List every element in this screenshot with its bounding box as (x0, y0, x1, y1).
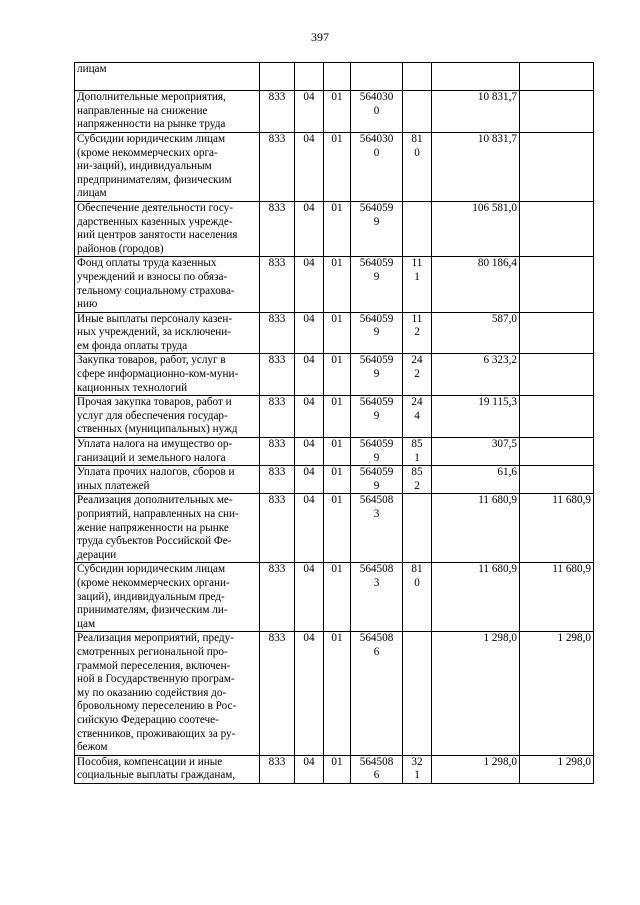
cell-line: ем фонда оплаты труда (77, 339, 188, 352)
cell-text: 833 (268, 466, 286, 479)
cell-text: 04 (303, 91, 315, 104)
cell-line: Реализация дополнительных ме- (77, 494, 233, 507)
row-name-cell (75, 466, 260, 494)
row-name-cell (75, 438, 260, 466)
row-name-cell (75, 563, 260, 632)
target-code-cell (351, 563, 403, 632)
table-row (75, 466, 594, 494)
table-row (75, 396, 594, 438)
cell-line: роприятий, направленных на сни- (77, 508, 239, 520)
cell-line: Реализация мероприятий, преду- (77, 632, 234, 645)
section-code-cell (295, 563, 324, 632)
row-name-cell (75, 201, 260, 256)
cell-line: 9 (373, 479, 380, 492)
section-code-cell (295, 354, 324, 396)
cell-text: 833 (268, 132, 286, 145)
admin-code-cell (260, 563, 295, 632)
table-row (75, 257, 594, 312)
page-number: 397 (311, 30, 329, 44)
table-row (75, 438, 594, 466)
target-code-cell (351, 354, 403, 396)
cell-line: му по оказанию содействия до- (77, 686, 227, 699)
cell-line: районов (городов) (77, 242, 164, 255)
cell-line: Обеспечение деятельности госу- (77, 201, 233, 214)
cell-text: 01 (331, 354, 343, 367)
cell-line: иных платежей (77, 479, 150, 492)
cell-line: 0 (373, 104, 380, 117)
cell-line: Иные выплаты персоналу казен- (77, 312, 233, 325)
admin-code-cell (260, 201, 295, 256)
cell-text: 11 680,9 (552, 563, 591, 576)
cell-line: сфере информационно-ком-муни- (77, 368, 239, 381)
table-row (75, 494, 594, 563)
cell-text: 833 (268, 312, 286, 325)
row-name-cell (75, 63, 260, 91)
cell-line: 2 (414, 479, 420, 492)
cell-line: 564059 (359, 466, 394, 479)
cell-line: бежом (77, 741, 108, 754)
cell-line: принимателям, физическим ли- (77, 604, 228, 617)
admin-code-cell (260, 257, 295, 312)
cell-line: 0 (414, 146, 420, 159)
cell-line: лицам (77, 63, 107, 75)
section-code-cell (295, 201, 324, 256)
cell-line: граммой переселения, включен- (77, 659, 231, 672)
expense-type-cell (403, 396, 432, 438)
target-code-cell (351, 466, 403, 494)
cell-line: жение напряженности на рынке (77, 521, 229, 534)
federal-amount-cell (520, 132, 594, 201)
cell-line: 32 (411, 755, 423, 768)
cell-line: 564059 (359, 201, 394, 214)
cell-text: 833 (268, 755, 286, 768)
expense-type-cell (403, 312, 432, 354)
row-name-cell (75, 494, 260, 563)
cell-text: 6 323,2 (483, 354, 517, 367)
section-code-cell (295, 494, 324, 563)
expense-type-cell (403, 755, 432, 783)
table-row (75, 354, 594, 396)
cell-text: 587,0 (491, 312, 517, 325)
section-code-cell (295, 466, 324, 494)
cell-text: 04 (303, 755, 315, 768)
subsection-code-cell (324, 257, 351, 312)
cell-line: 9 (373, 326, 380, 339)
cell-line (405, 508, 429, 522)
expense-type-cell (403, 494, 432, 563)
cell-line: ной в Государственную програм- (77, 673, 235, 686)
cell-text: 01 (331, 438, 343, 451)
cell-text: 1 298,0 (557, 755, 591, 768)
cell-text: 833 (268, 257, 286, 270)
cell-text: 04 (303, 466, 315, 479)
cell-line: 564059 (359, 354, 394, 367)
cell-line (405, 216, 429, 230)
subsection-code-cell (324, 132, 351, 201)
cell-text: 10 831,7 (477, 91, 517, 104)
cell-text: 307,5 (491, 438, 517, 451)
federal-amount-cell (520, 438, 594, 466)
admin-code-cell (260, 438, 295, 466)
federal-amount-cell (520, 755, 594, 783)
cell-line: 2 (414, 326, 420, 339)
cell-line: 1 (414, 769, 420, 782)
subsection-code-cell (324, 312, 351, 354)
expense-type-cell (403, 257, 432, 312)
admin-code-cell (260, 396, 295, 438)
cell-line (405, 632, 429, 646)
cell-text: 04 (303, 257, 315, 270)
cell-text: 01 (331, 466, 343, 479)
federal-amount-cell (520, 91, 594, 133)
cell-line: тельному социальному страхова- (77, 284, 235, 297)
budget-table-body (75, 63, 594, 784)
cell-line: 564508 (359, 563, 394, 576)
cell-line (405, 646, 429, 660)
cell-line: Закупка товаров, работ, услуг в (77, 354, 226, 367)
row-name-cell (75, 132, 260, 201)
admin-code-cell (260, 632, 295, 755)
admin-code-cell (260, 132, 295, 201)
admin-code-cell (260, 494, 295, 563)
table-row (75, 755, 594, 783)
cell-line: дерации (77, 548, 117, 561)
federal-amount-cell (520, 494, 594, 563)
cell-text: 01 (331, 396, 343, 409)
amount-cell (432, 563, 520, 632)
table-row (75, 132, 594, 201)
target-code-cell (351, 755, 403, 783)
subsection-code-cell (324, 438, 351, 466)
cell-line (405, 77, 429, 91)
expense-type-cell (403, 91, 432, 133)
federal-amount-cell (520, 312, 594, 354)
cell-text: 01 (331, 201, 343, 214)
cell-line: ганизаций и земельного налога (77, 451, 226, 464)
row-name-cell (75, 91, 260, 133)
cell-line: Субсидии юридическим лицам (77, 563, 226, 576)
cell-line: учреждений и взносы по обяза- (77, 270, 228, 283)
subsection-code-cell (324, 354, 351, 396)
cell-line: 564030 (359, 132, 394, 145)
cell-line: Уплата прочих налогов, сборов и (77, 466, 235, 479)
admin-code-cell (260, 755, 295, 783)
target-code-cell (351, 257, 403, 312)
cell-line: смотренных региональной про- (77, 645, 228, 658)
cell-line: 9 (373, 368, 380, 381)
amount-cell (432, 201, 520, 256)
section-code-cell (295, 91, 324, 133)
admin-code-cell (260, 91, 295, 133)
row-name-cell (75, 755, 260, 783)
cell-line: 6 (373, 645, 380, 658)
cell-line: 4 (414, 409, 420, 422)
cell-text: 04 (303, 312, 315, 325)
cell-line: 24 (411, 396, 423, 409)
subsection-code-cell (324, 755, 351, 783)
cell-line: 24 (411, 354, 423, 367)
cell-text: 04 (303, 132, 315, 145)
expense-type-cell (403, 438, 432, 466)
section-code-cell (295, 63, 324, 91)
cell-line: 9 (373, 270, 380, 283)
admin-code-cell (260, 63, 295, 91)
cell-text: 01 (331, 563, 343, 576)
cell-line: ственных (муниципальных) нужд (77, 423, 238, 436)
amount-cell (432, 354, 520, 396)
cell-text: 61,6 (497, 466, 517, 479)
amount-cell (432, 132, 520, 201)
cell-text: 04 (303, 396, 315, 409)
cell-text: 01 (331, 755, 343, 768)
cell-line (353, 77, 400, 91)
cell-line: 81 (411, 132, 423, 145)
cell-text: 19 115,3 (478, 396, 517, 409)
budget-table (74, 62, 594, 784)
cell-text: 04 (303, 563, 315, 576)
cell-text: 11 680,9 (478, 494, 517, 507)
cell-line (405, 63, 429, 77)
amount-cell (432, 632, 520, 755)
subsection-code-cell (324, 494, 351, 563)
federal-amount-cell (520, 466, 594, 494)
cell-line: 85 (411, 438, 423, 451)
table-row (75, 91, 594, 133)
cell-line: Прочая закупка товаров, работ и (77, 396, 232, 409)
row-name-cell (75, 354, 260, 396)
amount-cell (432, 466, 520, 494)
cell-line: 564059 (359, 312, 394, 325)
federal-amount-cell (520, 354, 594, 396)
cell-line: 11 (411, 257, 423, 270)
target-code-cell (351, 63, 403, 91)
federal-amount-cell (520, 632, 594, 755)
cell-text: 01 (331, 91, 343, 104)
cell-line: дарственных казенных учрежде- (77, 215, 233, 228)
cell-text: 1 298,0 (483, 632, 517, 645)
row-name-cell (75, 632, 260, 755)
federal-amount-cell (520, 63, 594, 91)
cell-line: Дополнительные мероприятия, (77, 91, 226, 104)
cell-text: 833 (268, 563, 286, 576)
cell-line (353, 63, 400, 77)
cell-text: 1 298,0 (557, 632, 591, 645)
row-name-cell (75, 257, 260, 312)
cell-text: 833 (268, 632, 286, 645)
cell-line: напряженности на рынке труда (77, 118, 226, 131)
federal-amount-cell (520, 257, 594, 312)
cell-line: 564059 (359, 257, 394, 270)
subsection-code-cell (324, 466, 351, 494)
cell-text: 11 680,9 (552, 494, 591, 507)
cell-text: 833 (268, 396, 286, 409)
cell-line: бровольному переселению в Рос- (77, 700, 237, 713)
cell-line: труда субъектов Российской Фе- (77, 535, 232, 548)
table-row (75, 312, 594, 354)
cell-line: 2 (414, 368, 420, 381)
subsection-code-cell (324, 632, 351, 755)
cell-line: 6 (373, 769, 380, 782)
cell-line: Фонд оплаты труда казенных (77, 257, 217, 270)
cell-text: 833 (268, 354, 286, 367)
cell-line: 564508 (359, 755, 394, 768)
cell-line: Субсидии юридическим лицам (77, 132, 226, 145)
cell-line: 3 (373, 576, 380, 589)
cell-line: 564508 (359, 494, 394, 507)
cell-text: 10 831,7 (477, 132, 517, 145)
target-code-cell (351, 312, 403, 354)
amount-cell (432, 63, 520, 91)
amount-cell (432, 257, 520, 312)
amount-cell (432, 91, 520, 133)
cell-text: 04 (303, 438, 315, 451)
target-code-cell (351, 201, 403, 256)
cell-line: предпринимателям, физическим (77, 173, 232, 186)
cell-line: 1 (414, 451, 420, 464)
subsection-code-cell (324, 91, 351, 133)
row-name-cell (75, 312, 260, 354)
table-row (75, 63, 594, 91)
cell-line: 85 (411, 466, 423, 479)
section-code-cell (295, 132, 324, 201)
cell-line: 0 (373, 146, 380, 159)
cell-text: 1 298,0 (483, 755, 517, 768)
cell-line (405, 105, 429, 119)
table-row (75, 563, 594, 632)
cell-line (405, 494, 429, 508)
cell-text: 833 (268, 201, 286, 214)
cell-text: 11 680,9 (478, 563, 517, 576)
expense-type-cell (403, 354, 432, 396)
cell-line: услуг для обеспечения государ- (77, 409, 228, 422)
cell-line: 3 (373, 508, 380, 520)
cell-text: 01 (331, 494, 343, 507)
cell-line: 0 (414, 576, 420, 589)
cell-line: лицам (77, 187, 107, 200)
cell-line: цам (77, 617, 96, 630)
target-code-cell (351, 132, 403, 201)
federal-amount-cell (520, 563, 594, 632)
admin-code-cell (260, 312, 295, 354)
target-code-cell (351, 438, 403, 466)
target-code-cell (351, 632, 403, 755)
cell-text: 80 186,4 (477, 257, 517, 270)
cell-line: ни-заций), индивидуальным (77, 160, 212, 173)
expense-type-cell (403, 132, 432, 201)
cell-line (405, 202, 429, 216)
cell-line: 9 (373, 215, 380, 228)
target-code-cell (351, 396, 403, 438)
cell-text: 04 (303, 354, 315, 367)
cell-text: 04 (303, 494, 315, 507)
cell-text: 04 (303, 201, 315, 214)
cell-line: направленные на снижение (77, 104, 208, 117)
row-name-cell (75, 396, 260, 438)
cell-line: ний центров занятости населения (77, 229, 238, 242)
cell-line: ственников, проживающих за ру- (77, 727, 236, 740)
cell-line (405, 91, 429, 105)
federal-amount-cell (520, 396, 594, 438)
cell-text: 01 (331, 132, 343, 145)
amount-cell (432, 755, 520, 783)
cell-line: 9 (373, 451, 380, 464)
cell-line: 11 (411, 312, 423, 325)
subsection-code-cell (324, 396, 351, 438)
cell-text: 833 (268, 438, 286, 451)
cell-text: 01 (331, 312, 343, 325)
expense-type-cell (403, 63, 432, 91)
cell-line: 1 (414, 270, 420, 283)
federal-amount-cell (520, 201, 594, 256)
expense-type-cell (403, 201, 432, 256)
subsection-code-cell (324, 63, 351, 91)
amount-cell (432, 396, 520, 438)
cell-text: 04 (303, 632, 315, 645)
expense-type-cell (403, 632, 432, 755)
cell-line: кационных технологий (77, 381, 188, 394)
cell-line: заций), индивидуальным пред- (77, 590, 225, 603)
amount-cell (432, 494, 520, 563)
cell-line: социальные выплаты гражданам, (77, 769, 236, 782)
cell-line: Уплата налога на имущество ор- (77, 438, 233, 451)
amount-cell (432, 312, 520, 354)
cell-line: ных учреждений, за исключени- (77, 326, 231, 339)
cell-line: (кроме некоммерческих органи- (77, 576, 230, 589)
cell-line: Пособия, компенсации и иные (77, 755, 223, 768)
target-code-cell (351, 91, 403, 133)
section-code-cell (295, 755, 324, 783)
cell-text: 833 (268, 91, 286, 104)
cell-line: 564059 (359, 438, 394, 451)
admin-code-cell (260, 354, 295, 396)
section-code-cell (295, 312, 324, 354)
cell-line: 9 (373, 409, 380, 422)
amount-cell (432, 438, 520, 466)
cell-line: нию (77, 298, 98, 311)
cell-text: 106 581,0 (472, 201, 517, 214)
section-code-cell (295, 257, 324, 312)
section-code-cell (295, 396, 324, 438)
cell-text: 01 (331, 632, 343, 645)
subsection-code-cell (324, 201, 351, 256)
cell-text: 01 (331, 257, 343, 270)
cell-line: 564059 (359, 396, 394, 409)
cell-line: 564508 (359, 632, 394, 645)
section-code-cell (295, 632, 324, 755)
section-code-cell (295, 438, 324, 466)
expense-type-cell (403, 563, 432, 632)
cell-text: 833 (268, 494, 286, 507)
cell-line: (кроме некоммерческих орга- (77, 146, 218, 159)
table-row (75, 632, 594, 755)
target-code-cell (351, 494, 403, 563)
cell-line: 81 (411, 563, 423, 576)
cell-line: сийскую Федерацию соотече- (77, 713, 219, 726)
expense-type-cell (403, 466, 432, 494)
admin-code-cell (260, 466, 295, 494)
table-row (75, 201, 594, 256)
subsection-code-cell (324, 563, 351, 632)
cell-line: 564030 (359, 91, 394, 104)
